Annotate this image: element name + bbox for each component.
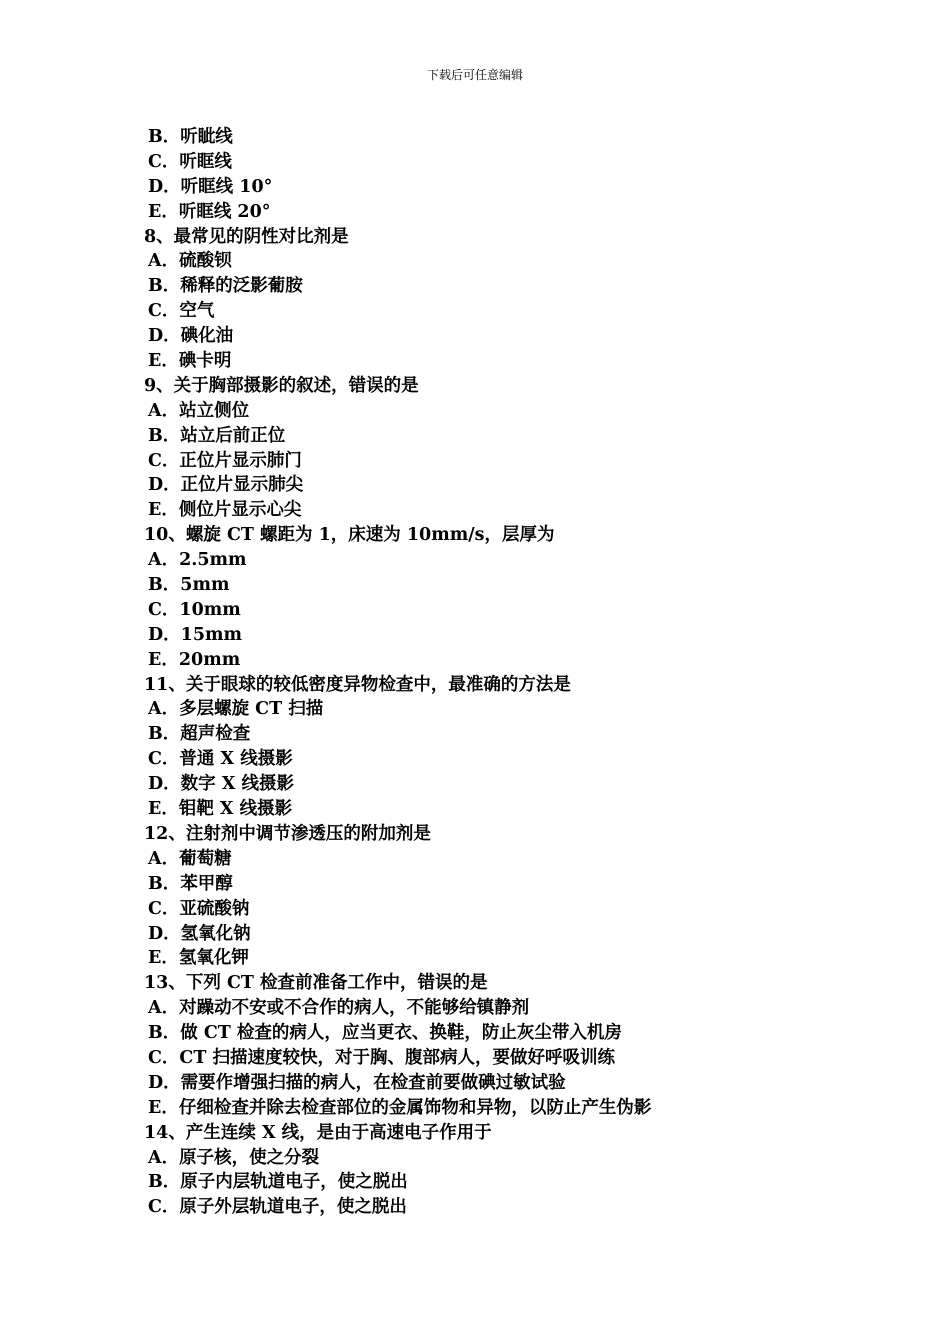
answer-option: B．站立后前正位 [148,425,286,446]
question-text: 13、下列 CT 检查前准备工作中，错误的是 [144,973,488,994]
answer-option: C．普通 X 线摄影 [148,749,293,770]
answer-option: E．侧位片显示心尖 [148,500,302,521]
answer-option: D．数字 X 线摄影 [148,774,294,795]
answer-option: D．需要作增强扫描的病人，在检查前要做碘过敏试验 [148,1072,566,1093]
question-list [144,125,651,1220]
page-header: 下载后可任意编辑 [426,68,523,82]
answer-option: A．站立侧位 [148,400,250,421]
answer-option: B．做 CT 检查的病人，应当更衣、换鞋，防止灰尘带入机房 [148,1023,622,1044]
answer-option: E．氢氧化钾 [148,948,249,969]
answer-option: E．碘卡明 [148,351,232,372]
answer-option: A．葡萄糖 [148,848,232,869]
question-text: 11、关于眼球的较低密度异物检查中，最准确的方法是 [144,674,571,695]
answer-option: B．超声检查 [148,724,251,745]
answer-option: E．20mm [148,649,241,670]
answer-option: A．对躁动不安或不合作的病人，不能够给镇静剂 [148,998,530,1019]
question-text: 10、螺旋 CT 螺距为 1，床速为 10mm/s，层厚为 [144,525,555,546]
answer-option: C．CT 扫描速度较快，对于胸、腹部病人，要做好呼吸训练 [148,1047,615,1068]
answer-option: D．氢氧化钠 [148,923,251,944]
answer-option: E．听眶线 20° [148,201,271,222]
answer-option: E．钼靶 X 线摄影 [148,799,293,820]
answer-option: D．15mm [148,624,243,645]
answer-option: D．听眶线 10° [148,176,273,197]
question-text: 9、关于胸部摄影的叙述，错误的是 [144,375,419,396]
answer-option: E．仔细检查并除去检查部位的金属饰物和异物，以防止产生伪影 [148,1097,652,1118]
answer-option: D．碘化油 [148,326,234,347]
answer-option: C．原子外层轨道电子，使之脱出 [148,1197,407,1218]
question-text: 8、最常见的阴性对比剂是 [144,226,349,247]
answer-option: C．10mm [148,599,241,620]
question-text: 12、注射剂中调节渗透压的附加剂是 [144,823,431,844]
answer-option: A．2.5mm [148,550,247,571]
answer-option: A．多层螺旋 CT 扫描 [148,699,324,720]
answer-option: B．苯甲醇 [148,873,233,894]
answer-option: A．原子核，使之分裂 [148,1147,320,1168]
answer-option: C．亚硫酸钠 [148,898,250,919]
question-text: 14、产生连续 X 线，是由于高速电子作用于 [144,1122,492,1143]
answer-option: B．听眦线 [148,127,233,147]
answer-option: D．正位片显示肺尖 [148,475,304,496]
answer-option: B．稀释的泛影葡胺 [148,276,303,297]
answer-option: A．硫酸钡 [148,251,232,272]
answer-option: B．原子内层轨道电子，使之脱出 [148,1172,408,1193]
answer-option: B．5mm [148,575,230,596]
answer-option: C．听眶线 [148,151,232,172]
answer-option: C．空气 [148,301,215,322]
answer-option: C．正位片显示肺门 [148,450,302,471]
